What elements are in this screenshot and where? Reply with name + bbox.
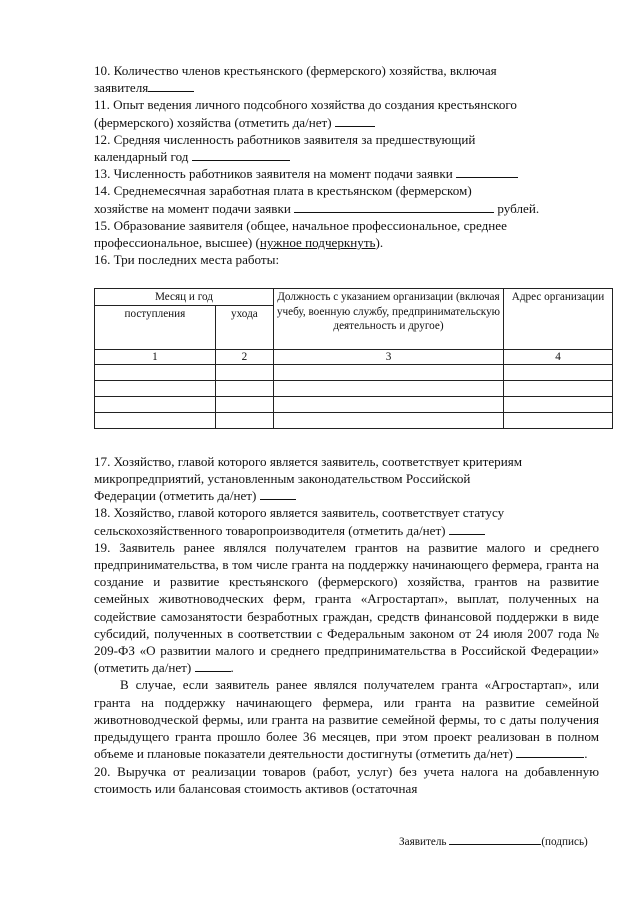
fill-line[interactable] bbox=[456, 165, 518, 178]
col-start: поступления bbox=[95, 305, 216, 349]
fill-line[interactable] bbox=[294, 200, 494, 213]
item-15: 15. Образование заявителя (общее, начальное профессиональное, среднее профессиональное, высшее) (нужное подчеркнуть). bbox=[94, 217, 507, 251]
item-16: 16. Три последних места работы: bbox=[94, 252, 280, 268]
item-19-paragraph: В случае, если заявитель ранее являлся получателем гранта «Агростартап», или гранта на поддержку начинающего фермера, или гранта на развитие семейной животноводческой фермы, или гранта на развитие семейной фермы, то с даты получения предыдущего гранта прошло более 36 месяцев, при этом проект реализован в полном объеме и плановые показатели деятельности достигнуты (отметить да/нет) . bbox=[94, 677, 599, 762]
item-18: 18. Хозяйство, главой которого является заявитель, соответствует статусу сельскохозяйственного товаропроизводителя (отметить да/нет) bbox=[94, 505, 505, 538]
item-13: 13. Численность работников заявителя на момент подачи заявки bbox=[94, 165, 599, 182]
work-history-table bbox=[94, 288, 613, 428]
form-page bbox=[94, 62, 605, 797]
item-14: 14. Среднемесячная заработная плата в крестьянском (фермерском) хозяйстве на момент подачи заявки рублей. bbox=[94, 183, 540, 216]
item-10: 10. Количество членов крестьянского (фермерского) хозяйства, включая заявителя bbox=[94, 63, 497, 96]
item-12: 12. Средняя численность работников заявителя за предшествующий календарный год bbox=[94, 131, 476, 165]
col-address: Адрес организации bbox=[503, 289, 612, 349]
signature-field[interactable] bbox=[449, 834, 541, 845]
item-11: 11. Опыт ведения личного подсобного хозяйства до создания крестьянского (фермерского) хозяйства (отметить да/нет) bbox=[94, 97, 517, 130]
fill-line[interactable] bbox=[260, 487, 296, 500]
col-position: Должность с указанием организации (включая учебу, военную службу, предпринимательскую деятельность и другое) bbox=[273, 289, 503, 349]
table-row[interactable] bbox=[95, 412, 613, 428]
col-month-year: Месяц и год bbox=[95, 289, 274, 305]
fill-line[interactable] bbox=[449, 522, 485, 535]
table-row[interactable] bbox=[95, 364, 613, 380]
col-leave: ухода bbox=[215, 305, 273, 349]
item-19: 19. Заявитель ранее являлся получателем грантов на развитие малого и среднего предпринимательства, в том числе гранта на поддержку начинающего фермера, гранта на создание и развитие крестьянского (фермерского) хозяйства, грантов на развитие семейных животноводческих ферм, гранта «Агростартап», выплат, полученных на содействие самозанятости безработных граждан, средств финансовой поддержки в виде субсидий, полученных в соответствии с Федеральным законом от 24 июля 2007 года № 209-ФЗ «О развитии малого и среднего предпринимательства в Российской Федерации» (отметить да/нет) . bbox=[94, 539, 599, 676]
column-numbers-row: 1 2 3 4 bbox=[95, 349, 613, 364]
fill-line[interactable] bbox=[148, 79, 194, 92]
fill-line[interactable] bbox=[335, 114, 375, 127]
signature-line: Заявитель (подпись) bbox=[399, 836, 588, 848]
table-row[interactable] bbox=[95, 380, 613, 396]
item-20: 20. Выручка от реализации товаров (работ, услуг) без учета налога на добавленную стоимость или балансовая стоимость активов (остаточная bbox=[94, 763, 599, 796]
fill-line[interactable] bbox=[195, 659, 231, 672]
table-row[interactable] bbox=[95, 396, 613, 412]
fill-line[interactable] bbox=[516, 745, 584, 758]
item-17: 17. Хозяйство, главой которого является заявитель, соответствует критериям микропредприятий, установленным законодательством Российской Федерации (отметить да/нет) bbox=[94, 453, 523, 504]
fill-line[interactable] bbox=[192, 148, 290, 161]
